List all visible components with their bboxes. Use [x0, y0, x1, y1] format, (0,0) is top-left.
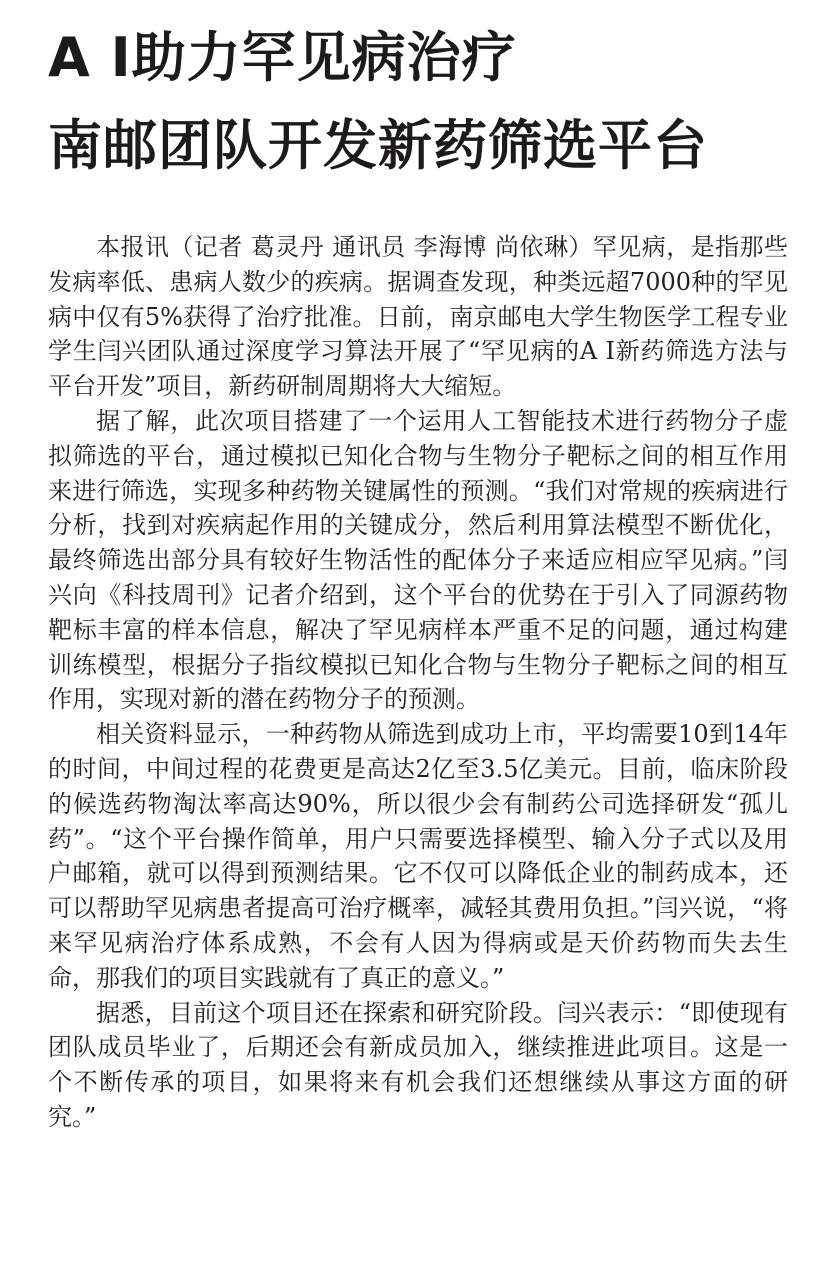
headline-line-1: A I助力罕见病治疗 — [48, 26, 517, 89]
paragraph-1: 本报讯（记者 葛灵丹 通讯员 李海博 尚依琳）罕见病，是指那些发病率低、患病人数少的疾病。据调查发现，种类远超7000种的罕见病中仅有5%获得了治疗批准。日前，南京邮电大学生物医学工程专业学生闫兴团队通过深度学习算法开展了“罕见病的A I新药筛选方法与平台开发”项目，新药研制周期将大大缩短。 — [48, 233, 788, 401]
headline-line-2: 南邮团队开发新药筛选平台 — [48, 114, 708, 177]
news-article — [48, 22, 788, 1135]
paragraph-2: 据了解，此次项目搭建了一个运用人工智能技术进行药物分子虚拟筛选的平台，通过模拟已知化合物与生物分子靶标之间的相互作用来进行筛选，实现多种药物关键属性的预测。“我们对常规的疾病进行分析，找到对疾病起作用的关键成分，然后利用算法模型不断优化，最终筛选出部分具有较好生物活性的配体分子来适应相应罕见病。”闫兴向《科技周刊》记者介绍到，这个平台的优势在于引入了同源药物靶标丰富的样本信息，解决了罕见病样本严重不足的问题，通过构建训练模型，根据分子指纹模拟已知化合物与生物分子靶标之间的相互作用，实现对新的潜在药物分子的预测。 — [48, 406, 788, 714]
paragraph-4: 据悉，目前这个项目还在探索和研究阶段。闫兴表示：“即使现有团队成员毕业了，后期还会有新成员加入，继续推进此项目。这是一个不断传承的项目，如果将来有机会我们还想继续从事这方面的研究。” — [48, 998, 788, 1131]
paragraph-3: 相关资料显示，一种药物从筛选到成功上市，平均需要10到14年的时间，中间过程的花费更是高达2亿至3.5亿美元。目前，临床阶段的候选药物淘汰率高达90%，所以很少会有制药公司选择研发“孤儿药”。“这个平台操作简单，用户只需要选择模型、输入分子式以及用户邮箱，就可以得到预测结果。它不仅可以降低企业的制药成本，还可以帮助罕见病患者提高可治疗概率，减轻其费用负担。”闫兴说，“将来罕见病治疗体系成熟，不会有人因为得病或是天价药物而失去生命，那我们的项目实践就有了真正的意义。” — [48, 720, 788, 992]
article-body — [48, 230, 788, 1135]
